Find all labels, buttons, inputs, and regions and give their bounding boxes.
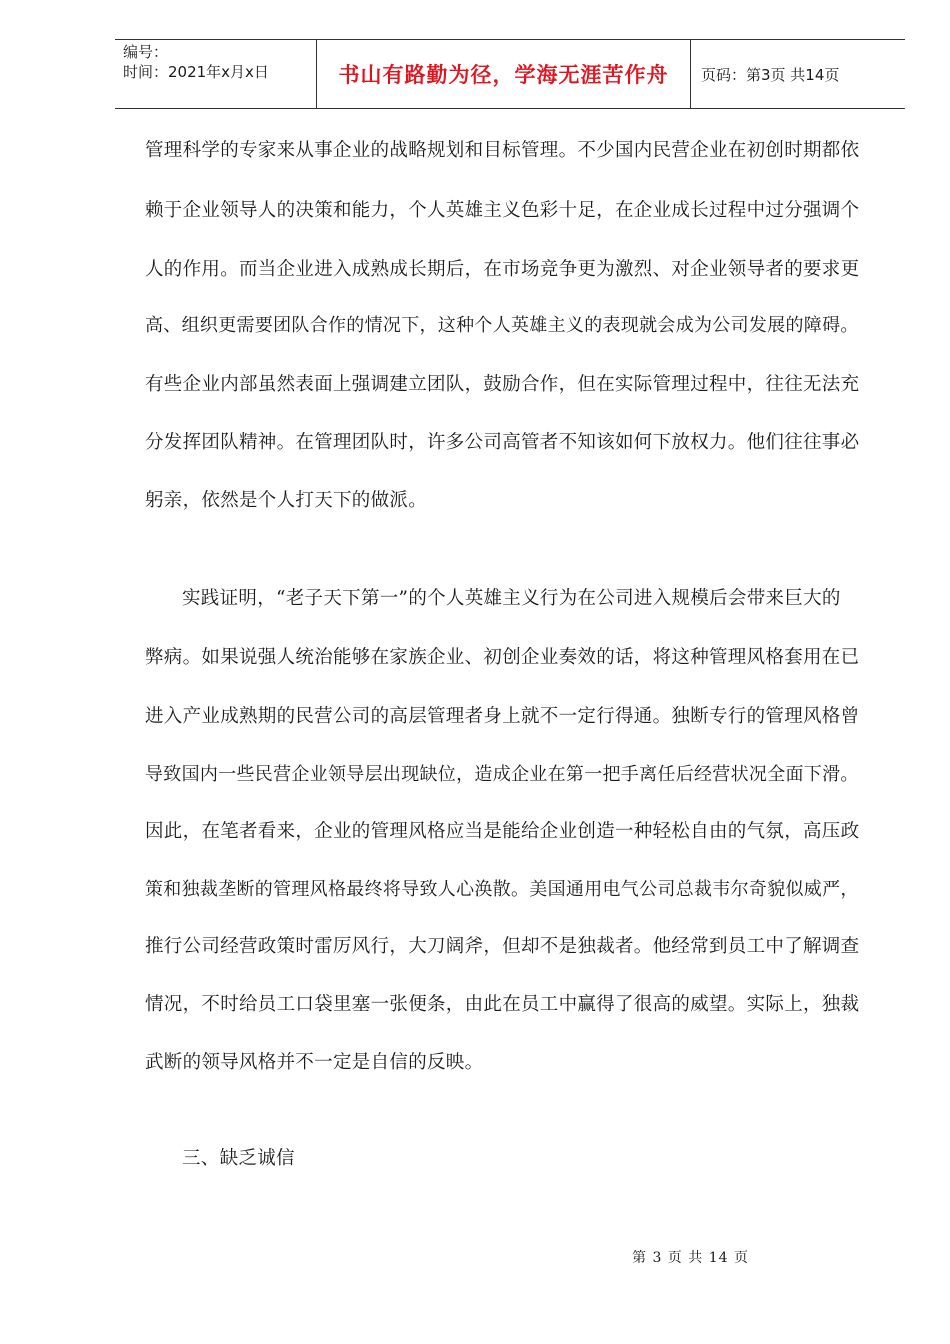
page-info: 页码：第3页 共14页 bbox=[701, 65, 840, 84]
header-page-cell bbox=[691, 40, 905, 108]
body-line: 进入产业成熟期的民营公司的高层管理者身上就不一定行得通。独断专行的管理风格曾 bbox=[145, 706, 860, 727]
body-line: 实践证明，“老子天下第一”的个人英雄主义行为在公司进入规模后会带来巨大的 bbox=[182, 588, 841, 609]
page-header bbox=[115, 39, 905, 109]
body-line: 情况，不时给员工口袋里塞一张便条，由此在员工中赢得了很高的威望。实际上，独裁 bbox=[145, 994, 860, 1015]
body-line: 武断的领导风格并不一定是自信的反映。 bbox=[145, 1052, 484, 1073]
page-footer: 第 3 页 共 14 页 bbox=[632, 1250, 749, 1266]
body-line: 管理科学的专家来从事企业的战略规划和目标管理。不少国内民营企业在初创时期都依 bbox=[145, 140, 860, 161]
body-line: 弊病。如果说强人统治能够在家族企业、初创企业奏效的话，将这种管理风格套用在已 bbox=[145, 647, 860, 668]
body-line: 躬亲，依然是个人打天下的做派。 bbox=[145, 490, 428, 511]
time-label: 时间：2021年x月x日 bbox=[123, 63, 269, 81]
body-line: 赖于企业领导人的决策和能力，个人英雄主义色彩十足，在企业成长过程中过分强调个 bbox=[145, 200, 860, 221]
body-line: 分发挥团队精神。在管理团队时，许多公司高管者不知该如何下放权力。他们往往事必 bbox=[145, 432, 860, 453]
body-line: 导致国内一些民营企业领导层出现缺位，造成企业在第一把手离任后经营状况全面下滑。 bbox=[145, 764, 859, 785]
body-line: 人的作用。而当企业进入成熟成长期后，在市场竞争更为激烈、对企业领导者的要求更 bbox=[145, 259, 860, 280]
header-meta-cell bbox=[115, 40, 317, 108]
body-line: 有些企业内部虽然表面上强调建立团队，鼓励合作，但在实际管理过程中，往往无法充 bbox=[145, 374, 860, 395]
body-line: 高、组织更需要团队合作的情况下，这种个人英雄主义的表现就会成为公司发展的障碍。 bbox=[145, 315, 859, 336]
motto-text: 书山有路勤为径，学海无涯苦作舟 bbox=[338, 63, 669, 87]
body-line: 推行公司经营政策时雷厉风行，大刀阔斧，但却不是独裁者。他经常到员工中了解调查 bbox=[145, 936, 860, 957]
body-line: 因此，在笔者看来，企业的管理风格应当是能给企业创造一种轻松自由的气氛，高压政 bbox=[145, 821, 860, 842]
header-motto-cell bbox=[317, 40, 691, 108]
serial-label: 编号： bbox=[123, 43, 169, 61]
body-line: 策和独裁垄断的管理风格最终将导致人心涣散。美国通用电气公司总裁韦尔奇貌似威严， bbox=[145, 879, 859, 900]
section-heading: 三、缺乏诚信 bbox=[182, 1148, 295, 1169]
